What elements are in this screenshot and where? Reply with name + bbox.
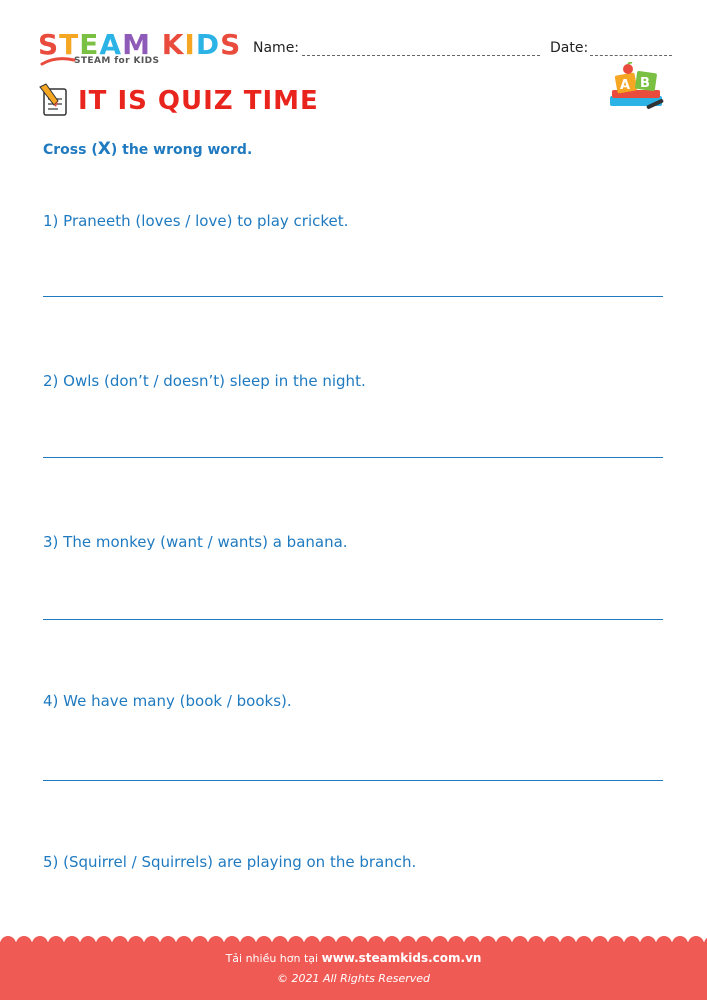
answer-line-1[interactable] bbox=[43, 296, 663, 297]
instruction-suffix: ) the wrong word. bbox=[110, 142, 253, 158]
question-5: 5) (Squirrel / Squirrels) are playing on the branch. bbox=[43, 853, 417, 871]
name-field[interactable] bbox=[302, 55, 540, 56]
answer-line-2[interactable] bbox=[43, 457, 663, 458]
abc-book-icon bbox=[606, 62, 666, 114]
logo-wordmark: STEAM KIDS bbox=[38, 28, 242, 61]
date-field[interactable] bbox=[590, 55, 672, 56]
footer-site-link[interactable]: www.steamkids.com.vn bbox=[321, 951, 482, 965]
pencil-paper-icon bbox=[38, 83, 70, 117]
question-2: 2) Owls (don’t / doesn’t) sleep in the night. bbox=[43, 372, 366, 390]
answer-line-3[interactable] bbox=[43, 619, 663, 620]
logo-tagline: STEAM for KIDS bbox=[74, 56, 160, 66]
steam-kids-logo bbox=[38, 28, 242, 70]
page-title: IT IS QUIZ TIME bbox=[78, 86, 319, 116]
footer-copyright: © 2021 All Rights Reserved bbox=[276, 972, 430, 985]
question-3: 3) The monkey (want / wants) a banana. bbox=[43, 533, 348, 551]
instruction bbox=[43, 139, 252, 159]
instruction-prefix: Cross ( bbox=[43, 142, 98, 158]
svg-text:A: A bbox=[620, 78, 631, 93]
name-label: Name: bbox=[253, 40, 300, 56]
question-4: 4) We have many (book / books). bbox=[43, 692, 292, 710]
instruction-mark: X bbox=[97, 139, 111, 159]
date-label: Date: bbox=[550, 40, 589, 56]
svg-text:B: B bbox=[640, 76, 650, 91]
answer-line-4[interactable] bbox=[43, 780, 663, 781]
logo-swoosh-icon bbox=[40, 54, 76, 68]
footer-website bbox=[0, 951, 707, 965]
footer-prefix: Tải nhiều hơn tại bbox=[225, 952, 322, 965]
question-1: 1) Praneeth (loves / love) to play cricket. bbox=[43, 212, 349, 230]
